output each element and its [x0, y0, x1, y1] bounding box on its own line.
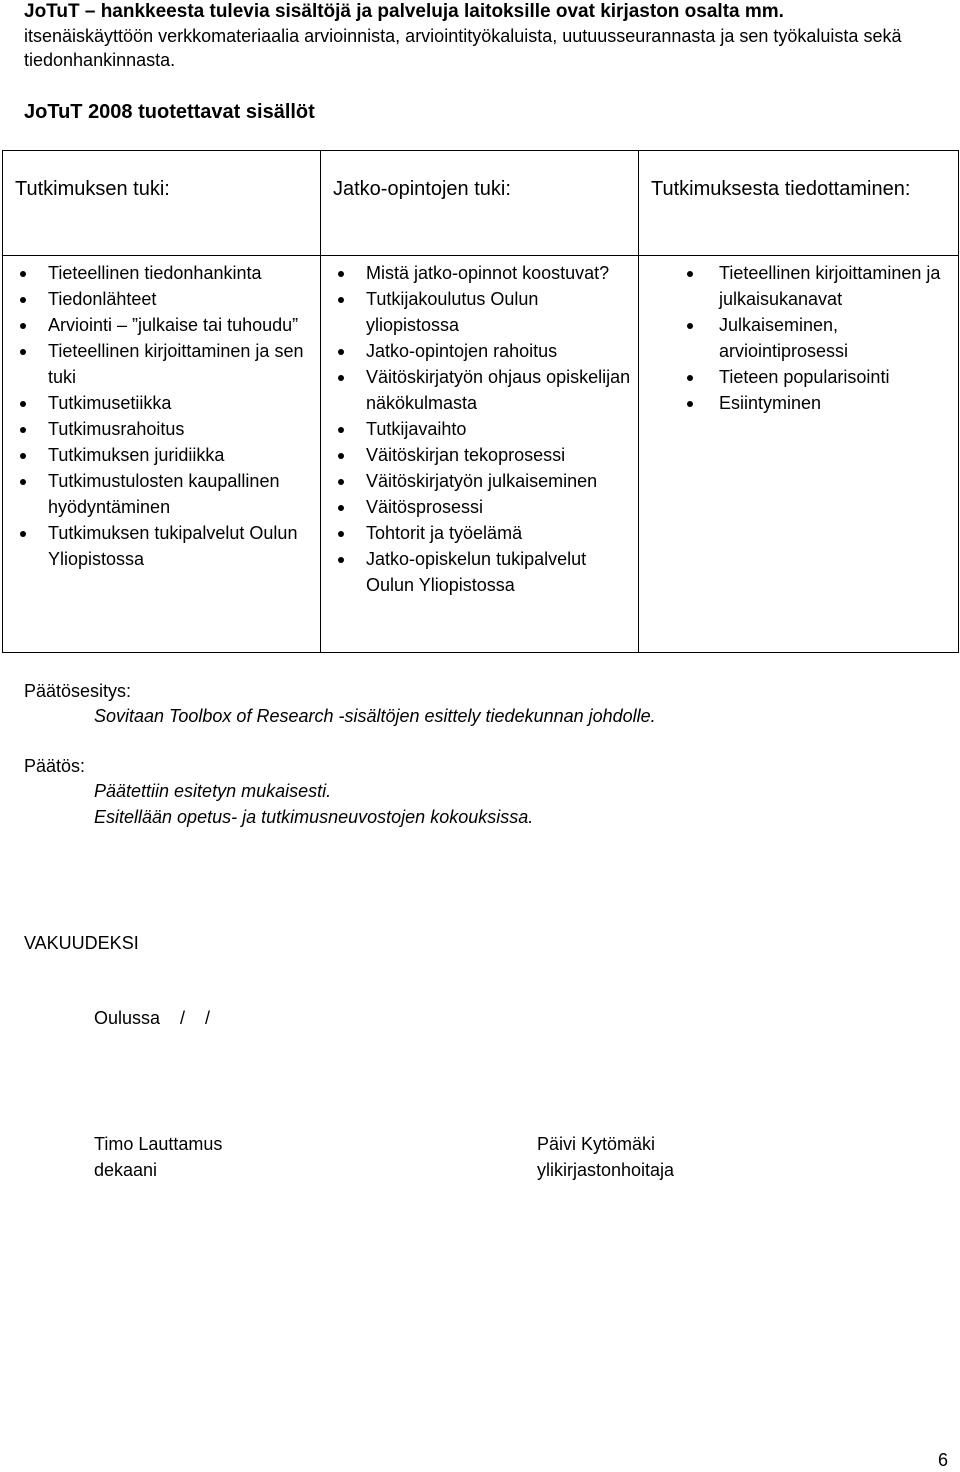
page-number: 6 [937, 1450, 948, 1470]
certification-title: VAKUUDEKSI [24, 933, 139, 953]
header-cell-postgraduate-support [321, 151, 639, 256]
signature-title-librarian: ylikirjastonhoitaja [537, 1160, 675, 1180]
intro-heading: JoTuT – hankkeesta tulevia sisältöjä ja palveluja laitoksille ovat kirjaston osalta mm. [24, 1, 784, 22]
column-header: Jatko-opintojen tuki: [333, 178, 511, 200]
column-header: Tutkimuksesta tiedottaminen: [651, 178, 911, 200]
list-item: Tutkijavaihto [321, 416, 632, 442]
header-cell-research-support [3, 151, 321, 256]
list-item: Julkaiseminen, arviointiprosessi [639, 312, 952, 364]
list-item: Tutkimustulosten kaupallinen hyödyntäminen [3, 468, 314, 520]
place-date: Oulussa / / [94, 1008, 211, 1028]
list-item: Tiedonlähteet [3, 286, 314, 312]
list-item: Tieteellinen kirjoittaminen ja sen tuki [3, 338, 314, 390]
decision-line-2: Esitellään opetus- ja tutkimusneuvostojen kokouksissa. [94, 807, 534, 827]
table-body-row [3, 256, 959, 653]
signature-name-librarian: Päivi Kytömäki [537, 1134, 656, 1154]
proposal-text: Sovitaan Toolbox of Research -sisältöjen esittely tiedekunnan johdolle. [94, 706, 656, 726]
column-header: Tutkimuksen tuki: [15, 178, 170, 200]
decision-label: Päätös: [24, 756, 86, 776]
section-title: JoTuT 2008 tuotettavat sisällöt [24, 101, 315, 123]
list-item: Tutkimuksen juridiikka [3, 442, 314, 468]
list-item: Jatko-opintojen rahoitus [321, 338, 632, 364]
list-item: Arviointi – ”julkaise tai tuhoudu” [3, 312, 314, 338]
list-item: Väitöskirjatyön ohjaus opiskelijan näkökulmasta [321, 364, 632, 416]
list-item: Tohtorit ja työelämä [321, 520, 632, 546]
body-cell-research-communication [639, 256, 959, 653]
list-item: Tutkimusrahoitus [3, 416, 314, 442]
body-cell-research-support [3, 256, 321, 653]
signature-title-dean: dekaani [94, 1160, 158, 1180]
body-cell-postgraduate-support [321, 256, 639, 653]
bullet-list [3, 256, 320, 572]
list-item: Tutkimusetiikka [3, 390, 314, 416]
header-cell-research-communication [639, 151, 959, 256]
list-item: Jatko-opiskelun tukipalvelut Oulun Yliopistossa [321, 546, 632, 598]
list-item: Mistä jatko-opinnot koostuvat? [321, 260, 632, 286]
intro-paragraph: itsenäiskäyttöön verkkomateriaalia arvioinnista, arviointityökaluista, uutuusseurannasta ja sen työkaluista sekä tiedonhankinnasta. [24, 26, 902, 70]
table-header-row [3, 151, 959, 256]
list-item: Väitöskirjan tekoprosessi [321, 442, 632, 468]
list-item: Tieteen popularisointi [639, 364, 952, 390]
bullet-list [321, 256, 638, 598]
list-item: Tieteellinen tiedonhankinta [3, 260, 314, 286]
list-item: Tieteellinen kirjoittaminen ja julkaisukanavat [639, 260, 952, 312]
decision-line-1: Päätettiin esitetyn mukaisesti. [94, 781, 332, 801]
signature-name-dean: Timo Lauttamus [94, 1134, 223, 1154]
list-item: Tutkijakoulutus Oulun yliopistossa [321, 286, 632, 338]
list-item: Väitöskirjatyön julkaiseminen [321, 468, 632, 494]
list-item: Tutkimuksen tukipalvelut Oulun Yliopistossa [3, 520, 314, 572]
bullet-list [639, 256, 958, 416]
list-item: Väitösprosessi [321, 494, 632, 520]
contents-table [2, 150, 959, 653]
proposal-label: Päätösesitys: [24, 681, 132, 701]
list-item: Esiintyminen [639, 390, 952, 416]
